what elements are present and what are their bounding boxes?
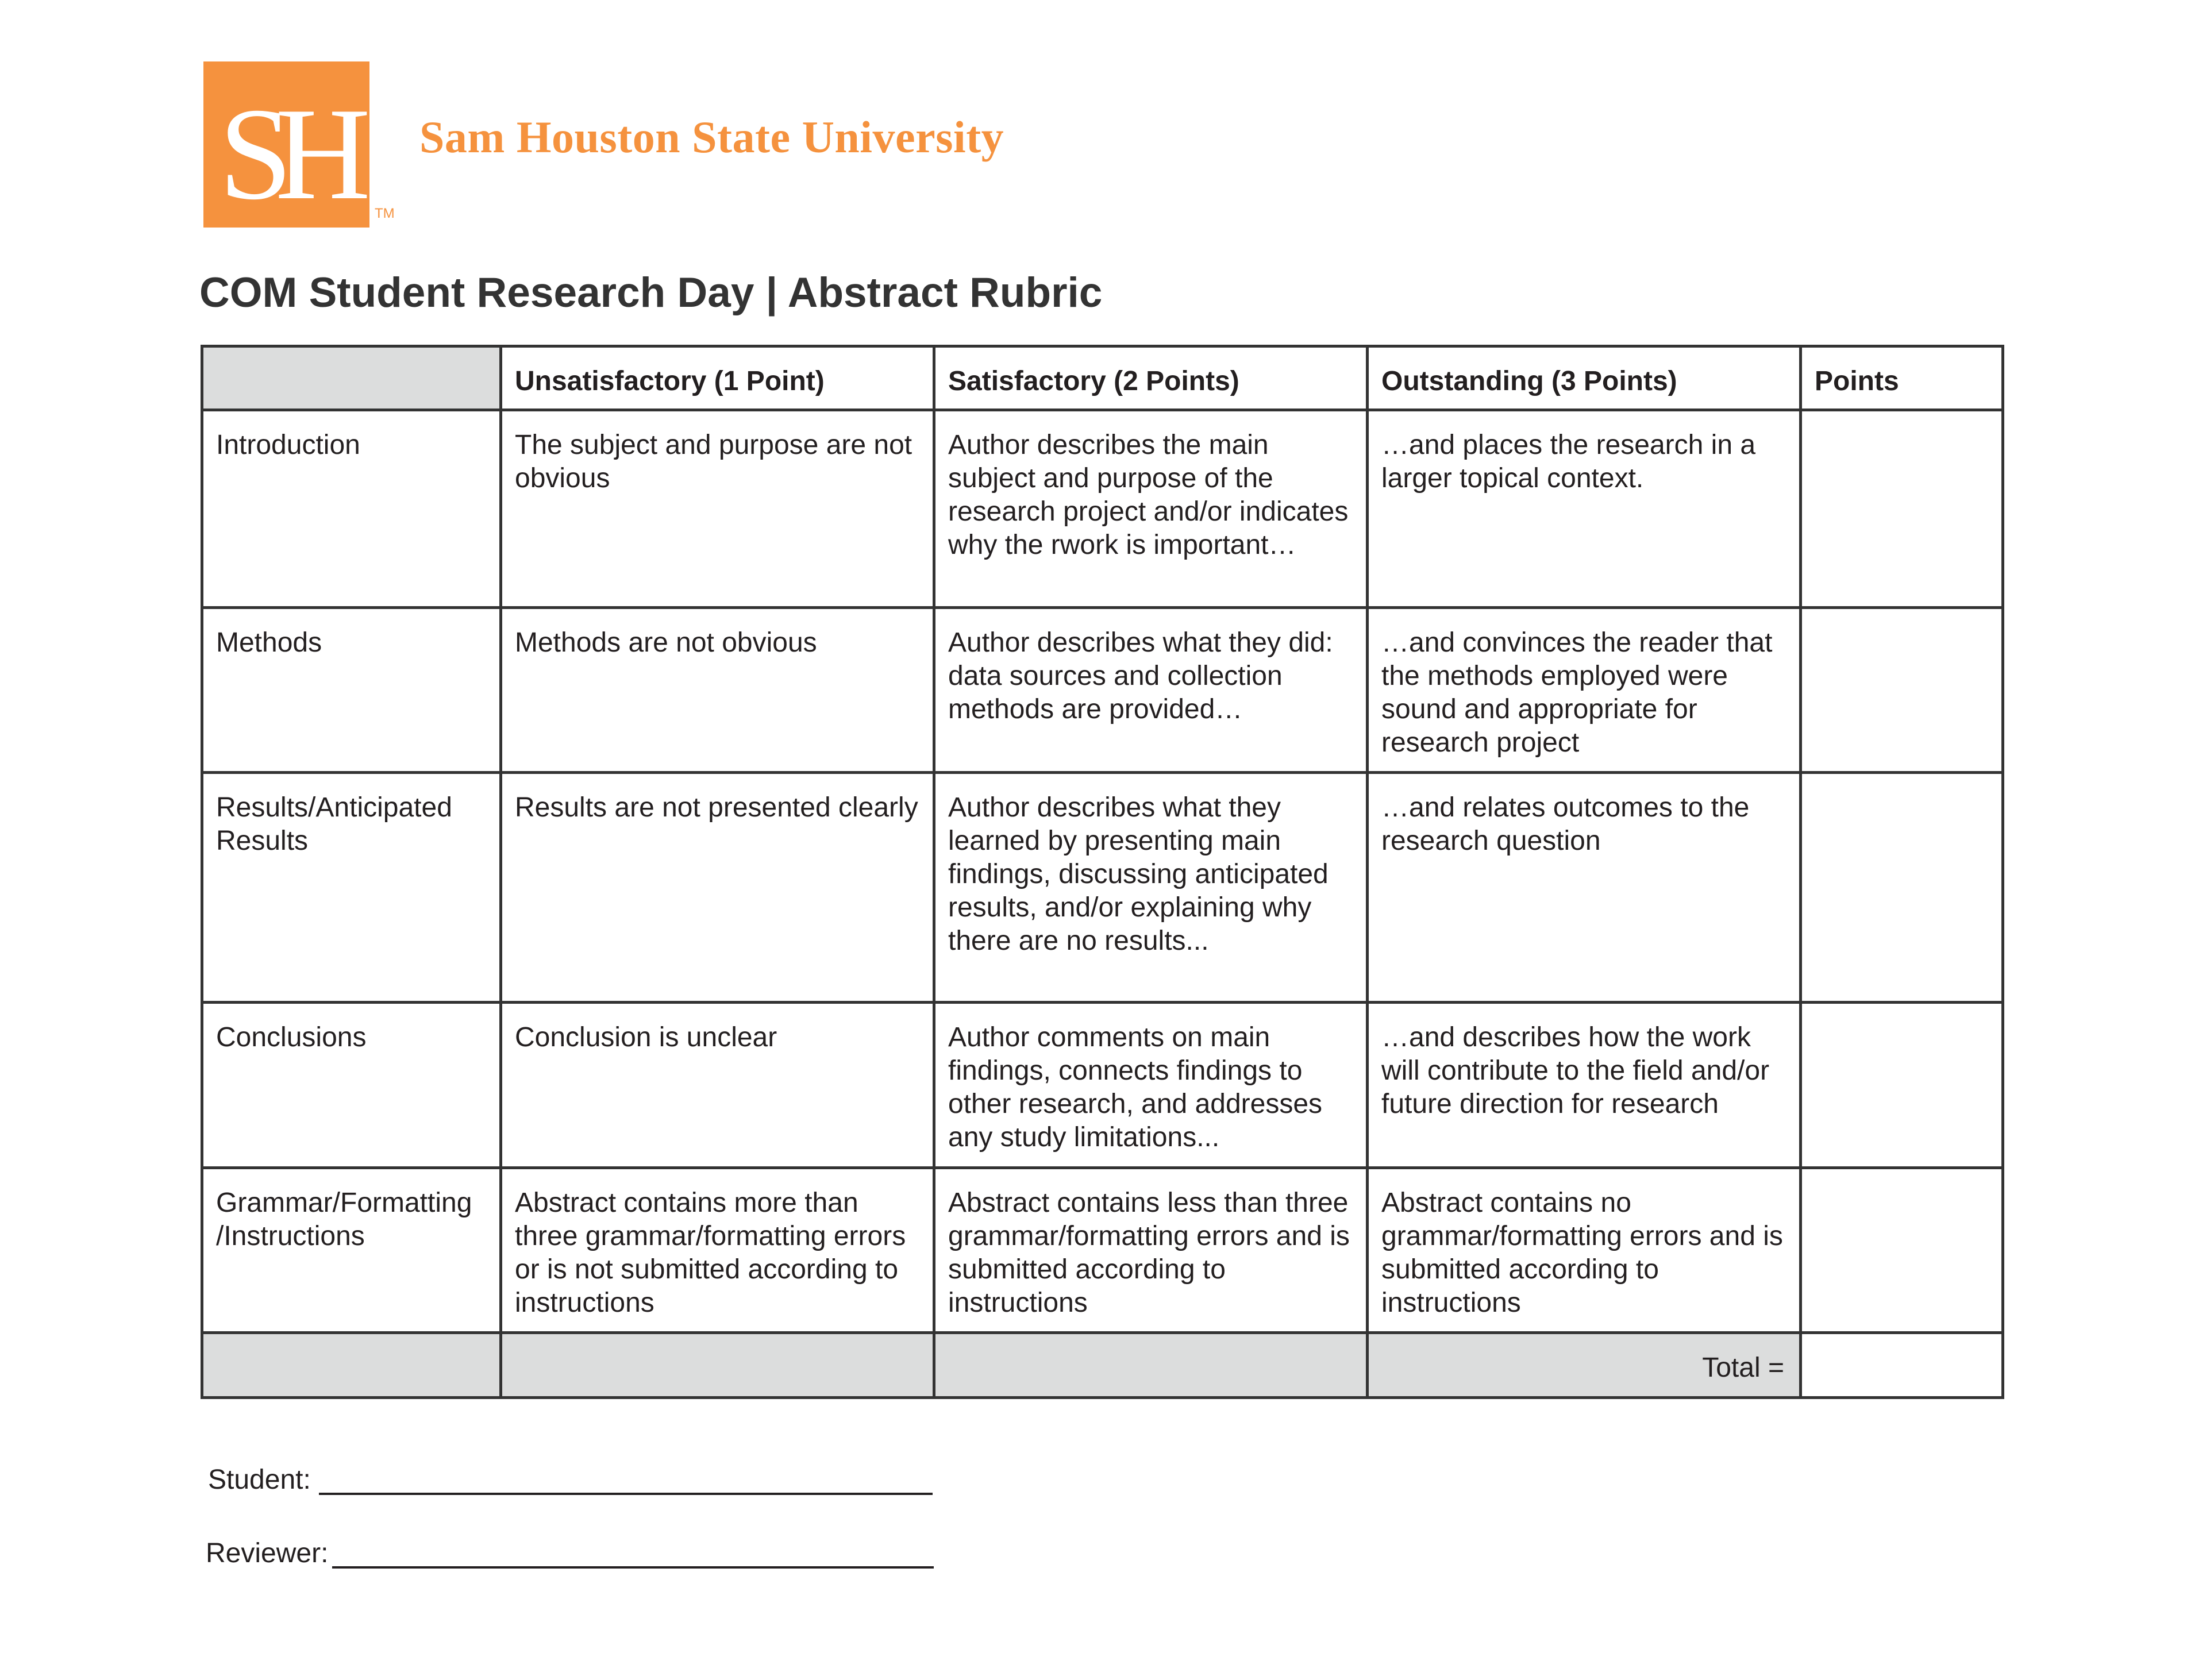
cell-unsatisfactory: Abstract contains more than three grammar/formatting errors or is not submitted according to instructions	[501, 1168, 934, 1333]
cell-satisfactory: Author describes what they did: data sources and collection methods are provided…	[934, 608, 1368, 773]
table-row	[202, 608, 2003, 773]
row-label-conclusions: Conclusions	[202, 1003, 501, 1168]
cell-outstanding: …and describes how the work will contribute to the field and/or future direction for research	[1368, 1003, 1801, 1168]
table-row	[202, 1168, 2003, 1333]
student-signature-line	[208, 1464, 311, 1496]
points-cell-conclusions[interactable]	[1801, 1003, 2003, 1168]
university-name: Sam Houston State University	[419, 112, 1004, 162]
cell-satisfactory: Abstract contains less than three grammar/formatting errors and is submitted according to instructions	[934, 1168, 1368, 1333]
table-row	[202, 410, 2003, 608]
points-cell-grammar[interactable]	[1801, 1168, 2003, 1333]
cell-unsatisfactory: Conclusion is unclear	[501, 1003, 934, 1168]
rubric-header-row	[202, 346, 2003, 410]
cell-outstanding: Abstract contains no grammar/formatting errors and is submitted according to instructions	[1368, 1168, 1801, 1333]
row-label-results: Results/Anticipated Results	[202, 773, 501, 1003]
page-title: COM Student Research Day | Abstract Rubric	[199, 269, 1103, 316]
total-row-blank-cell	[934, 1333, 1368, 1398]
reviewer-label: Reviewer:	[206, 1538, 329, 1569]
header-outstanding: Outstanding (3 Points)	[1368, 346, 1801, 410]
header-unsatisfactory: Unsatisfactory (1 Point)	[501, 346, 934, 410]
total-row-blank-cell	[202, 1333, 501, 1398]
cell-unsatisfactory: The subject and purpose are not obvious	[501, 410, 934, 608]
sh-monogram-icon	[203, 61, 369, 228]
row-label-methods: Methods	[202, 608, 501, 773]
cell-unsatisfactory: Results are not presented clearly	[501, 773, 934, 1003]
svg-text:SH: SH	[218, 80, 354, 227]
university-logo	[203, 61, 369, 228]
header-corner-cell	[202, 346, 501, 410]
total-row	[202, 1333, 2003, 1398]
cell-satisfactory: Author describes the main subject and purpose of the research project and/or indicates why the rwork is important…	[934, 410, 1368, 608]
cell-satisfactory: Author describes what they learned by presenting main findings, discussing anticipated results, and/or explaining why there are no results...	[934, 773, 1368, 1003]
total-points-cell[interactable]	[1801, 1333, 2003, 1398]
points-cell-methods[interactable]	[1801, 608, 2003, 773]
rubric-table	[201, 345, 2004, 1399]
total-label: Total =	[1368, 1333, 1801, 1398]
header-points: Points	[1801, 346, 2003, 410]
total-row-blank-cell	[501, 1333, 934, 1398]
cell-outstanding: …and convinces the reader that the methods employed were sound and appropriate for research project	[1368, 608, 1801, 773]
table-row	[202, 1003, 2003, 1168]
reviewer-signature-line	[206, 1538, 328, 1569]
points-cell-results[interactable]	[1801, 773, 2003, 1003]
cell-satisfactory: Author comments on main findings, connects findings to other research, and addresses any study limitations...	[934, 1003, 1368, 1168]
row-label-grammar: Grammar/Formatting /Instructions	[202, 1168, 501, 1333]
student-name-field[interactable]	[319, 1493, 933, 1495]
cell-unsatisfactory: Methods are not obvious	[501, 608, 934, 773]
cell-outstanding: …and relates outcomes to the research question	[1368, 773, 1801, 1003]
student-label: Student:	[208, 1465, 311, 1495]
reviewer-name-field[interactable]	[332, 1566, 934, 1569]
row-label-introduction: Introduction	[202, 410, 501, 608]
trademark-mark: TM	[375, 206, 395, 221]
header-satisfactory: Satisfactory (2 Points)	[934, 346, 1368, 410]
table-row	[202, 773, 2003, 1003]
cell-outstanding: …and places the research in a larger topical context.	[1368, 410, 1801, 608]
points-cell-introduction[interactable]	[1801, 410, 2003, 608]
